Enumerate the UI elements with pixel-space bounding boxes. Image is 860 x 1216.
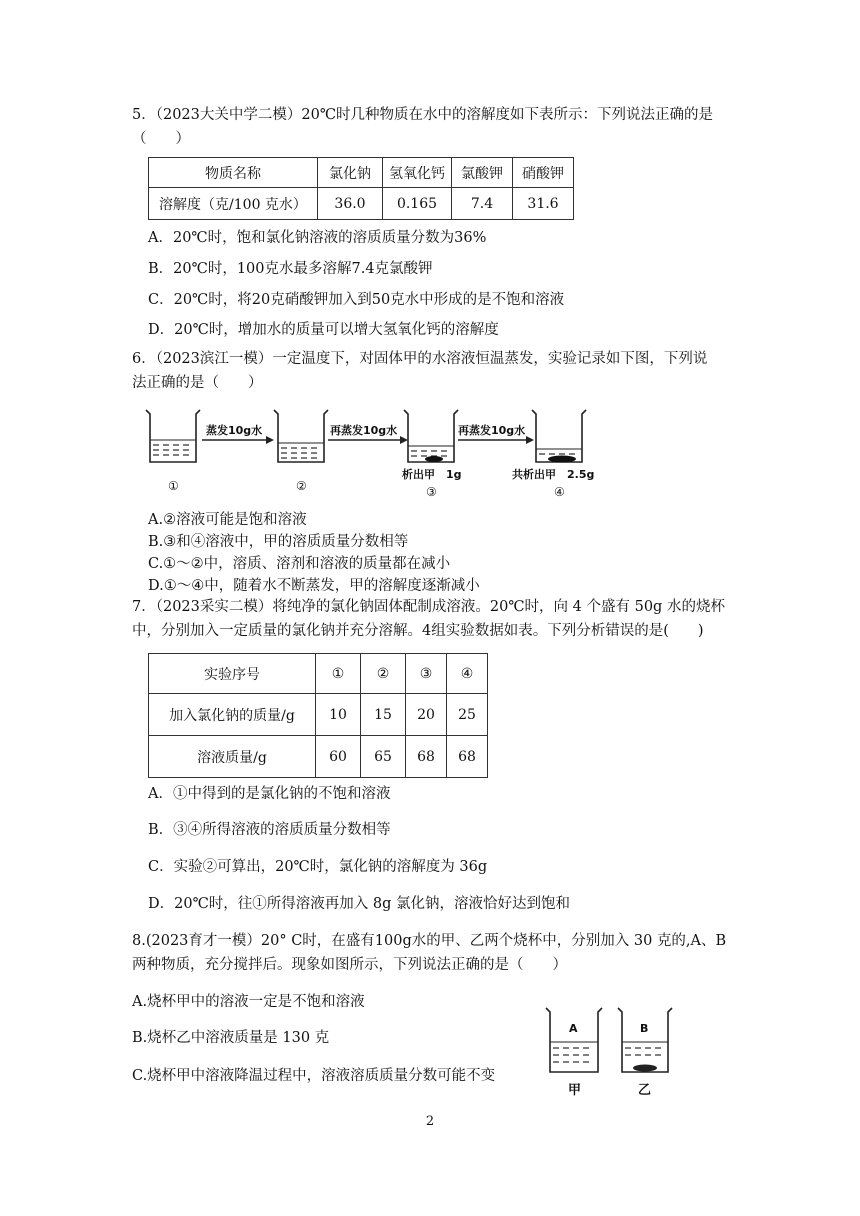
q7-header-cell: ① bbox=[316, 654, 361, 694]
q6-option-c: C.①～②中，溶质、溶剂和溶液的质量都在减小 bbox=[148, 556, 451, 572]
q7-row2-cell: 68 bbox=[406, 736, 447, 778]
label-3: ③ bbox=[426, 485, 437, 499]
q5-header-cell: 氯酸钾 bbox=[452, 158, 513, 188]
q5-option-b: B．20℃时，100克水最多溶解7.4克氯酸钾 bbox=[148, 261, 433, 277]
q5-header-cell: 氯化钠 bbox=[318, 158, 383, 188]
label-4: ④ bbox=[554, 485, 565, 499]
q7-data-table bbox=[148, 653, 488, 778]
q7-row2-cell: 65 bbox=[361, 736, 406, 778]
q7-header-cell: ④ bbox=[447, 654, 488, 694]
q7-row1-cell: 加入氯化钠的质量/g bbox=[149, 694, 316, 736]
q6-stem-line2: 法正确的是（ ） bbox=[132, 375, 263, 391]
q8-beakers-figure bbox=[540, 1002, 680, 1102]
q5-row-cell: 36.0 bbox=[318, 188, 383, 220]
q7-row1-cell: 25 bbox=[447, 694, 488, 736]
q5-header-cell: 物质名称 bbox=[149, 158, 318, 188]
q6-stem-line1: 6．（2023滨江一模）一定温度下，对固体甲的水溶液恒温蒸发，实验记录如下图，下列说 bbox=[132, 351, 708, 367]
q5-row-cell: 溶解度（克/100 克水） bbox=[149, 188, 318, 220]
arrow-1-label: 蒸发10g水 bbox=[206, 424, 263, 437]
q7-option-a: A．①中得到的是氯化钠的不饱和溶液 bbox=[148, 786, 391, 802]
beaker-1 bbox=[146, 410, 200, 462]
beaker-2 bbox=[274, 410, 328, 462]
label-2: ② bbox=[296, 479, 307, 493]
beaker-jia bbox=[546, 1008, 602, 1072]
q5-stem-line1: 5．（2023大关中学二模）20℃时几种物质在水中的溶解度如下表所示：下列说法正确的是 bbox=[132, 107, 714, 123]
note-precipitate-total: 共析出甲 2.5g bbox=[512, 468, 595, 481]
q7-row1-cell: 10 bbox=[316, 694, 361, 736]
q5-row-cell: 7.4 bbox=[452, 188, 513, 220]
q7-header-cell: 实验序号 bbox=[149, 654, 316, 694]
q5-option-c: C．20℃时，将20克硝酸钾加入到50克水中形成的是不饱和溶液 bbox=[148, 292, 565, 308]
q5-stem-line2: （ ） bbox=[132, 131, 190, 147]
q5-row-cell: 0.165 bbox=[383, 188, 452, 220]
precipitate-icon bbox=[425, 456, 443, 462]
beaker-letter-b: B bbox=[640, 1022, 649, 1035]
q8-stem-line2: 两种物质，充分搅拌后。现象如图所示，下列说法正确的是（ ） bbox=[132, 957, 567, 973]
q8-stem-line1: 8.(2023育才一模）20° C时，在盛有100g水的甲、乙两个烧杯中，分别加入 30 克的,A、B bbox=[132, 933, 727, 949]
q7-row1-cell: 20 bbox=[406, 694, 447, 736]
q5-option-a: A．20℃时，饱和氯化钠溶液的溶质质量分数为36% bbox=[148, 230, 487, 246]
q5-header-cell: 硝酸钾 bbox=[513, 158, 574, 188]
label-1: ① bbox=[168, 479, 179, 493]
beaker-3 bbox=[404, 410, 458, 462]
arrow-2-label: 再蒸发10g水 bbox=[330, 424, 398, 437]
q5-row-cell: 31.6 bbox=[513, 188, 574, 220]
q6-option-a: A.②溶液可能是饱和溶液 bbox=[148, 512, 307, 528]
q8-option-b: B.烧杯乙中溶液质量是 130 克 bbox=[132, 1030, 330, 1046]
q8-option-c: C.烧杯甲中溶液降温过程中，溶液溶质质量分数可能不变 bbox=[132, 1068, 496, 1084]
arrow-3-label: 再蒸发10g水 bbox=[458, 424, 526, 437]
q6-option-d: D.①～④中，随着水不断蒸发，甲的溶解度逐渐减小 bbox=[148, 578, 480, 594]
q7-option-d: D．20℃时，往①所得溶液再加入 8g 氯化钠，溶液恰好达到饱和 bbox=[148, 896, 571, 912]
q5-solubility-table bbox=[148, 157, 574, 220]
q6-option-b: B.③和④溶液中，甲的溶质质量分数相等 bbox=[148, 534, 409, 550]
caption-jia: 甲 bbox=[568, 1083, 582, 1098]
q7-option-b: B．③④所得溶液的溶质质量分数相等 bbox=[148, 822, 391, 838]
beaker-yi bbox=[618, 1008, 672, 1072]
q7-row2-cell: 60 bbox=[316, 736, 361, 778]
q7-header-cell: ② bbox=[361, 654, 406, 694]
q7-option-c: C．实验②可算出，20℃时，氯化钠的溶解度为 36g bbox=[148, 859, 488, 875]
caption-yi: 乙 bbox=[638, 1083, 652, 1098]
precipitate-icon bbox=[548, 456, 576, 463]
q5-option-d: D．20℃时，增加水的质量可以增大氢氧化钙的溶解度 bbox=[148, 322, 499, 338]
sediment-icon bbox=[633, 1065, 657, 1072]
q7-row1-cell: 15 bbox=[361, 694, 406, 736]
beaker-letter-a: A bbox=[569, 1022, 578, 1035]
note-precipitate-1: 析出甲 1g bbox=[402, 468, 462, 481]
q8-option-a: A.烧杯甲中的溶液一定是不饱和溶液 bbox=[132, 994, 365, 1010]
page-number: 2 bbox=[425, 1114, 435, 1129]
beaker-4 bbox=[532, 410, 586, 463]
evaporation-figure bbox=[140, 400, 610, 505]
q7-header-cell: ③ bbox=[406, 654, 447, 694]
q7-stem-line2: 中，分别加入一定质量的氯化钠并充分溶解。4组实验数据如表。下列分析错误的是( ) bbox=[132, 623, 704, 639]
q7-stem-line1: 7．（2023采实二模）将纯净的氯化钠固体配制成溶液。20℃时，向 4 个盛有 50g 水的烧杯 bbox=[132, 599, 725, 615]
q5-header-cell: 氢氧化钙 bbox=[383, 158, 452, 188]
q7-row2-cell: 68 bbox=[447, 736, 488, 778]
q7-row2-cell: 溶液质量/g bbox=[149, 736, 316, 778]
